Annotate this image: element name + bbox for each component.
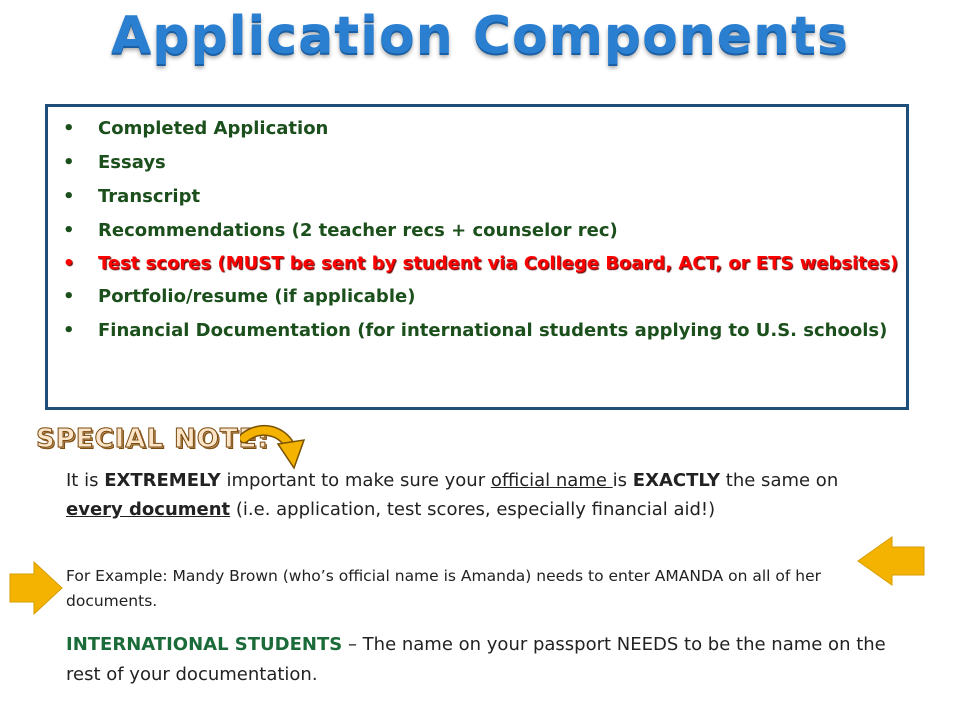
arrow-right-icon — [856, 535, 926, 587]
example-paragraph: For Example: Mandy Brown (who’s official name is Amanda) needs to enter AMANDA on all of her documents. — [66, 567, 822, 610]
bullet-icon: • — [63, 320, 75, 341]
list-item: • Transcript — [63, 186, 201, 207]
list-item-highlight: • Test scores (MUST be sent by student via College Board, ACT, or ETS websites) — [63, 253, 899, 274]
list-item: • Recommendations (2 teacher recs + counselor rec) — [63, 220, 618, 241]
bullet-icon: • — [63, 286, 75, 307]
bullet-icon: • — [63, 118, 75, 139]
list-item: • Essays — [63, 152, 166, 173]
bullet-icon: • — [63, 220, 75, 241]
bullet-icon: • — [63, 186, 75, 207]
arrow-left-icon — [8, 560, 64, 616]
international-paragraph: INTERNATIONAL STUDENTS – The name on your passport NEEDS to be the name on the rest of your documentation. — [66, 634, 886, 685]
list-item: • Completed Application — [63, 118, 329, 139]
list-item: • Financial Documentation (for international students applying to U.S. schools) — [63, 320, 888, 341]
components-list — [48, 107, 906, 343]
components-box — [45, 104, 909, 410]
page-title: Application Components — [111, 6, 849, 66]
bullet-icon: • — [63, 152, 75, 173]
special-note-heading: SPECIAL NOTE: — [36, 424, 269, 454]
official-name-paragraph: It is EXTREMELY important to make sure your official name is EXACTLY the same on every document (i.e. application, test scores, especially financial aid!) — [66, 470, 839, 520]
bullet-icon: • — [63, 253, 75, 274]
list-item: • Portfolio/resume (if applicable) — [63, 286, 416, 307]
